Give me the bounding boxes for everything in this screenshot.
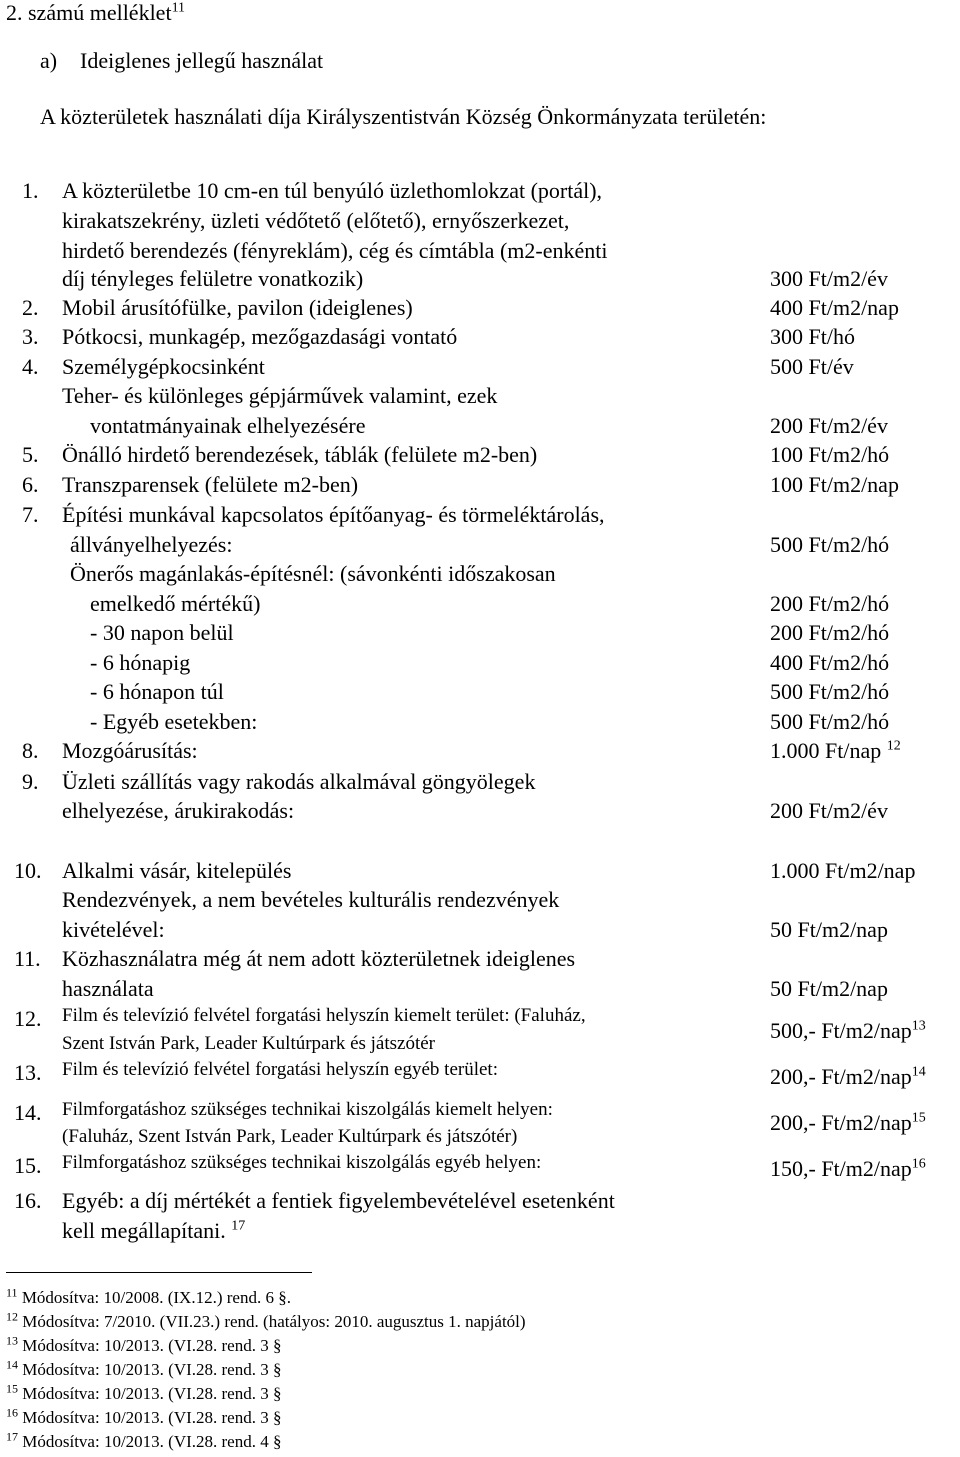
item-number: 15. [14, 1153, 42, 1178]
item-fee: 500 Ft/m2/hó [770, 709, 890, 734]
item-text-line: Filmforgatáshoz szükséges technikai kiszolgálás egyéb helyen: [62, 1152, 542, 1173]
item-number: 3. [22, 324, 39, 349]
footnote-number: 11 [6, 1285, 18, 1300]
item-fee: 200 Ft/m2/hó [770, 620, 890, 645]
footnote-text: Módosítva: 10/2008. (IX.12.) rend. 6 §. [21, 1288, 291, 1307]
item-fee: 200 Ft/m2/év [770, 798, 888, 823]
item-text-line: Mozgóárusítás: [62, 738, 198, 763]
item-text-line: használata [62, 976, 154, 1001]
footnote-text: Módosítva: 10/2013. (VI.28. rend. 4 § [22, 1432, 282, 1451]
item-number: 14. [14, 1100, 42, 1125]
footnote-text: Módosítva: 10/2013. (VI.28. rend. 3 § [22, 1408, 282, 1427]
footnote-number: 17 [6, 1429, 18, 1444]
item-text-line: - 6 hónapig [90, 650, 191, 675]
item-fee: 100 Ft/m2/hó [770, 442, 890, 467]
item-text-line: vontatmányainak elhelyezésére [90, 413, 366, 438]
item-text-line: Rendezvények, a nem bevételes kulturális rendezvények [62, 887, 560, 912]
item-text-line: A közterületbe 10 cm-en túl benyúló üzlethomlokzat (portál), [62, 178, 603, 203]
item-text-line [62, 1218, 245, 1244]
item-fee-value: 200,- Ft/m2/nap [770, 1064, 912, 1089]
item-text-line: emelkedő mértékű) [90, 591, 261, 616]
section-title: Ideiglenes jellegű használat [80, 48, 324, 73]
annex-title-text: 2. számú melléklet [6, 0, 172, 25]
item-text-line: kirakatszekrény, üzleti védőtető (előtető), ernyőszerkezet, [62, 208, 570, 233]
item-number: 7. [22, 502, 39, 527]
item-text-line: kivételével: [62, 917, 165, 942]
item-text-line: - 30 napon belül [90, 620, 234, 645]
item-fee: 50 Ft/m2/nap [770, 917, 888, 942]
item-number: 10. [14, 858, 42, 883]
item-fee: 200 Ft/m2/hó [770, 591, 890, 616]
item-fee: 100 Ft/m2/nap [770, 472, 899, 497]
item-text-line: - Egyéb esetekben: [90, 709, 258, 734]
item-fee-value: 200,- Ft/m2/nap [770, 1110, 912, 1135]
footnote [6, 1357, 282, 1380]
fee-footnote-ref: 15 [911, 1110, 926, 1126]
section-label: a) [40, 48, 58, 73]
item-text-line: Pótkocsi, munkagép, mezőgazdasági vontató [62, 324, 458, 349]
item-number: 6. [22, 472, 39, 497]
item-fee: 1.000 Ft/m2/nap [770, 858, 916, 883]
section-heading [40, 48, 323, 74]
item-text-line: Építési munkával kapcsolatos építőanyag- és törmeléktárolás, [62, 502, 605, 527]
item-fee [770, 1110, 926, 1136]
footnote [6, 1309, 526, 1332]
item-text-line: hirdető berendezés (fényreklám), cég és címtábla (m2-enkénti [62, 238, 608, 263]
item-text-line: (Faluház, Szent István Park, Leader Kultúrpark és játszótér) [62, 1126, 518, 1147]
item-text-line: Alkalmi vásár, kitelepülés [62, 858, 292, 883]
item-number: 2. [22, 295, 39, 320]
item-number: 1. [22, 178, 39, 203]
item-fee: 50 Ft/m2/nap [770, 976, 888, 1001]
item-number: 16. [14, 1188, 42, 1213]
fee-footnote-ref: 16 [911, 1156, 926, 1172]
footnote-separator [6, 1272, 312, 1273]
item-number: 12. [14, 1006, 42, 1031]
item-text-line: Üzleti szállítás vagy rakodás alkalmával göngyölegek [62, 769, 536, 794]
footnote-number: 16 [6, 1405, 18, 1420]
item-fee: 400 Ft/m2/hó [770, 650, 890, 675]
item-text-line: Teher- és különleges gépjárművek valamint, ezek [62, 383, 498, 408]
item-number: 11. [14, 946, 41, 971]
item-fee: 500 Ft/m2/hó [770, 532, 890, 557]
footnote-text: Módosítva: 10/2013. (VI.28. rend. 3 § [22, 1384, 282, 1403]
annex-title-footnote-ref: 11 [171, 0, 186, 16]
item-number: 13. [14, 1060, 42, 1085]
footnote-text: Módosítva: 7/2010. (VII.23.) rend. (hatályos: 2010. augusztus 1. napjától) [22, 1312, 526, 1331]
item-fee: 500 Ft/év [770, 354, 854, 379]
item-fee [770, 738, 901, 764]
item-text-line: Film és televízió felvétel forgatási helyszín kiemelt terület: (Faluház, [62, 1005, 586, 1026]
item-fee [770, 1064, 926, 1090]
item-text-line: elhelyezése, árukirakodás: [62, 798, 295, 823]
item-number: 5. [22, 442, 39, 467]
item-number: 4. [22, 354, 39, 379]
item-fee: 500 Ft/m2/hó [770, 679, 890, 704]
item-fee [770, 1018, 926, 1044]
annex-title [6, 0, 185, 26]
footnote [6, 1333, 282, 1356]
item-text-line: Személygépkocsinként [62, 354, 265, 379]
item-text-line: díj tényleges felületre vonatkozik) [62, 266, 364, 291]
footnote-number: 12 [6, 1309, 18, 1324]
item-text-line: Szent István Park, Leader Kultúrpark és játszótér [62, 1033, 436, 1054]
item-number: 9. [22, 769, 39, 794]
item-fee [770, 1156, 926, 1182]
item-number: 8. [22, 738, 39, 763]
footnote-number: 15 [6, 1381, 18, 1396]
item-text-line: Önerős magánlakás-építésnél: (sávonkénti időszakosan [70, 561, 556, 586]
item-text-line: Egyéb: a díj mértékét a fentiek figyelembevételével esetenként [62, 1188, 615, 1213]
item-fee: 400 Ft/m2/nap [770, 295, 899, 320]
item-fee: 300 Ft/hó [770, 324, 855, 349]
item-text-line-part: kell megállapítani. [62, 1218, 226, 1243]
intro-text: A közterületek használati díja Királyszentistván Község Önkormányzata területén: [40, 104, 767, 129]
item-text-line: Film és televízió felvétel forgatási helyszín egyéb terület: [62, 1059, 498, 1080]
footnote [6, 1405, 282, 1428]
item-text-line: - 6 hónapon túl [90, 679, 224, 704]
footnote-text: Módosítva: 10/2013. (VI.28. rend. 3 § [22, 1336, 282, 1355]
footnote-number: 14 [6, 1357, 18, 1372]
fee-footnote-ref: 12 [886, 738, 901, 754]
footnote [6, 1429, 282, 1452]
item-text-line: Közhasználatra még át nem adott közterületnek ideiglenes [62, 946, 576, 971]
item-fee: 300 Ft/m2/év [770, 266, 888, 291]
item-fee-value: 500,- Ft/m2/nap [770, 1018, 912, 1043]
item-text-line: Önálló hirdető berendezések, táblák (felülete m2-ben) [62, 442, 538, 467]
footnote-text: Módosítva: 10/2013. (VI.28. rend. 3 § [22, 1360, 282, 1379]
item-text-line: Filmforgatáshoz szükséges technikai kiszolgálás kiemelt helyen: [62, 1099, 553, 1120]
footnote-number: 13 [6, 1333, 18, 1348]
text-footnote-ref: 17 [231, 1218, 246, 1234]
fee-footnote-ref: 13 [911, 1018, 926, 1034]
footnote [6, 1381, 282, 1404]
item-text-line: állványelhelyezés: [70, 532, 233, 557]
item-fee: 200 Ft/m2/év [770, 413, 888, 438]
item-fee-value: 1.000 Ft/nap [770, 738, 882, 763]
fee-footnote-ref: 14 [911, 1064, 926, 1080]
footnote [6, 1285, 291, 1308]
item-text-line: Transzparensek (felülete m2-ben) [62, 472, 359, 497]
item-text-line: Mobil árusítófülke, pavilon (ideiglenes) [62, 295, 413, 320]
item-fee-value: 150,- Ft/m2/nap [770, 1156, 912, 1181]
